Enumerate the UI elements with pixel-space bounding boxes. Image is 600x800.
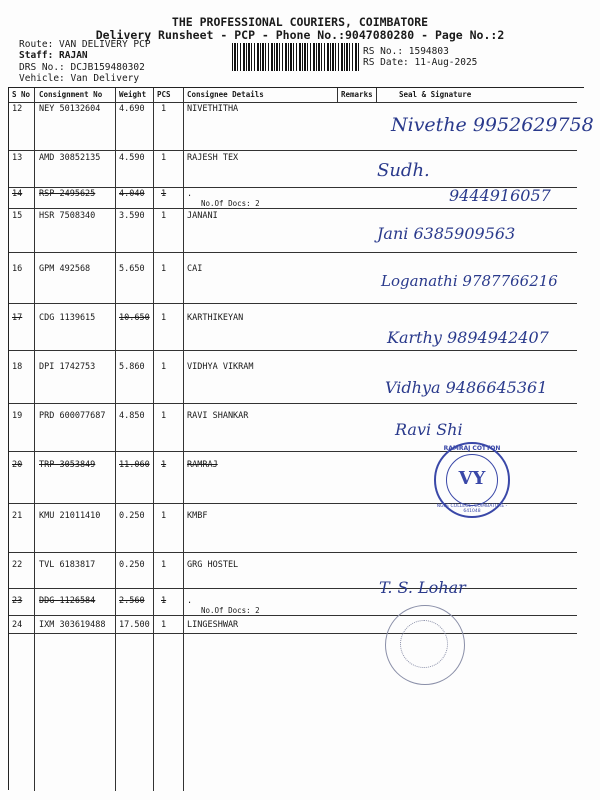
row-consignee: . xyxy=(187,596,193,606)
row-sno: 18 xyxy=(12,362,23,372)
row-sno: 15 xyxy=(12,211,23,221)
company-title: THE PROFESSIONAL COURIERS, COIMBATORE xyxy=(171,15,429,29)
row-signature: Loganathi 9787766216 xyxy=(381,272,558,290)
row-consignee: . xyxy=(187,189,193,199)
row-signature: Vidhya 9486645361 xyxy=(385,378,548,397)
col-consignment: Consignment No xyxy=(39,90,103,99)
row-weight: 3.590 xyxy=(119,211,145,221)
drs-number: DRS No.: DCJB159480302 xyxy=(19,62,145,73)
row-consignment: PRD 600077687 xyxy=(39,411,106,421)
row-consignment: HSR 7508340 xyxy=(39,211,96,221)
row-consignment: IXM 303619488 xyxy=(39,620,106,630)
row-consignee: RAJESH TEX xyxy=(187,153,239,163)
row-consignee: KMBF xyxy=(187,511,208,521)
row-pcs: 1 xyxy=(161,153,167,163)
col-consignee: Consignee Details xyxy=(187,90,264,99)
row-consignee: NIVETHITHA xyxy=(187,104,239,114)
row-consignee: CAI xyxy=(187,264,203,274)
row-consignee: LINGESHWAR xyxy=(187,620,239,630)
row-pcs: 1 xyxy=(161,264,167,274)
row-weight: 4.690 xyxy=(119,104,145,114)
row-pcs: 1 xyxy=(161,411,167,421)
vehicle: Vehicle: Van Delivery xyxy=(19,73,140,84)
row-consignee: VIDHYA VIKRAM xyxy=(187,362,254,372)
row-consignee: KARTHIKEYAN xyxy=(187,313,244,323)
row-consignment: CDG 1139615 xyxy=(39,313,96,323)
row-sno: 13 xyxy=(12,153,23,163)
row-consignment: GPM 492568 xyxy=(39,264,91,274)
rs-number: RS No.: 1594803 xyxy=(363,46,449,57)
row-sno: 21 xyxy=(12,511,23,521)
barcode xyxy=(232,43,360,71)
col-sno: S No xyxy=(12,90,31,99)
row-signature: 9444916057 xyxy=(449,186,551,205)
stamp-logo: VY xyxy=(458,468,486,489)
runsheet-title: Delivery Runsheet - PCP - Phone No.:9047080280 - Page No.:2 xyxy=(95,28,505,42)
row-sno: 24 xyxy=(12,620,23,630)
row-signature: T. S. Lohar xyxy=(379,578,466,597)
row-sno: 23 xyxy=(12,596,23,606)
route: Route: VAN DELIVERY PCP xyxy=(19,39,151,50)
faint-stamp xyxy=(385,605,465,685)
row-signature: Nivethe 9952629758 xyxy=(391,114,594,136)
row-signature: Karthy 9894942407 xyxy=(387,328,549,347)
row-pcs: 1 xyxy=(161,362,167,372)
row-pcs: 1 xyxy=(161,211,167,221)
company-stamp xyxy=(434,442,510,518)
row-docs: No.Of Docs: 2 xyxy=(201,606,260,615)
row-weight: 5.650 xyxy=(119,264,145,274)
col-pcs: PCS xyxy=(157,90,171,99)
row-signature: Jani 6385909563 xyxy=(377,224,516,243)
row-sno: 16 xyxy=(12,264,23,274)
row-pcs: 1 xyxy=(161,511,167,521)
row-consignment: NEY 50132604 xyxy=(39,104,101,114)
row-signature: Ravi Shi xyxy=(395,420,463,439)
row-pcs: 1 xyxy=(161,620,167,630)
row-weight: 11.060 xyxy=(119,460,150,470)
row-weight: 0.250 xyxy=(119,511,145,521)
row-pcs: 1 xyxy=(161,313,167,323)
runsheet-table xyxy=(8,87,594,790)
stamp-top-text: RAMRAJ COTTON xyxy=(443,445,501,452)
row-signature: Sudh. xyxy=(377,160,430,181)
col-weight: Weight xyxy=(119,90,147,99)
row-weight: 4.850 xyxy=(119,411,145,421)
row-weight: 4.040 xyxy=(119,189,145,199)
row-sno: 20 xyxy=(12,460,23,470)
row-weight: 0.250 xyxy=(119,560,145,570)
row-weight: 17.500 xyxy=(119,620,150,630)
row-pcs: 1 xyxy=(161,560,167,570)
col-remarks: Remarks xyxy=(341,90,373,99)
row-consignment: RSP 2495625 xyxy=(39,189,96,199)
row-consignment: TRP 3053849 xyxy=(39,460,96,470)
row-weight: 10.650 xyxy=(119,313,150,323)
row-sno: 12 xyxy=(12,104,23,114)
row-consignee: JANANI xyxy=(187,211,218,221)
row-weight: 4.590 xyxy=(119,153,145,163)
staff: Staff: RAJAN xyxy=(19,50,88,61)
row-docs: No.Of Docs: 2 xyxy=(201,199,260,208)
row-pcs: 1 xyxy=(161,596,167,606)
row-weight: 5.860 xyxy=(119,362,145,372)
row-consignment: TVL 6183817 xyxy=(39,560,96,570)
row-weight: 2.560 xyxy=(119,596,145,606)
row-sno: 17 xyxy=(12,313,23,323)
row-sno: 22 xyxy=(12,560,23,570)
row-consignment: DPI 1742753 xyxy=(39,362,96,372)
row-pcs: 1 xyxy=(161,104,167,114)
row-consignee: RAMRAJ xyxy=(187,460,218,470)
col-seal-signature: Seal & Signature xyxy=(399,90,472,99)
row-consignment: KMU 21011410 xyxy=(39,511,101,521)
stamp-bottom-text: NGPE COLLEGE, COIMBATORE - 641048 xyxy=(436,504,508,514)
row-pcs: 1 xyxy=(161,460,167,470)
row-consignee: GRG HOSTEL xyxy=(187,560,239,570)
row-pcs: 1 xyxy=(161,189,167,199)
rs-date: RS Date: 11-Aug-2025 xyxy=(363,57,478,68)
row-sno: 19 xyxy=(12,411,23,421)
row-sno: 14 xyxy=(12,189,23,199)
row-consignment: DDG 1126584 xyxy=(39,596,96,606)
row-consignee: RAVI SHANKAR xyxy=(187,411,249,421)
row-consignment: AMD 30852135 xyxy=(39,153,101,163)
